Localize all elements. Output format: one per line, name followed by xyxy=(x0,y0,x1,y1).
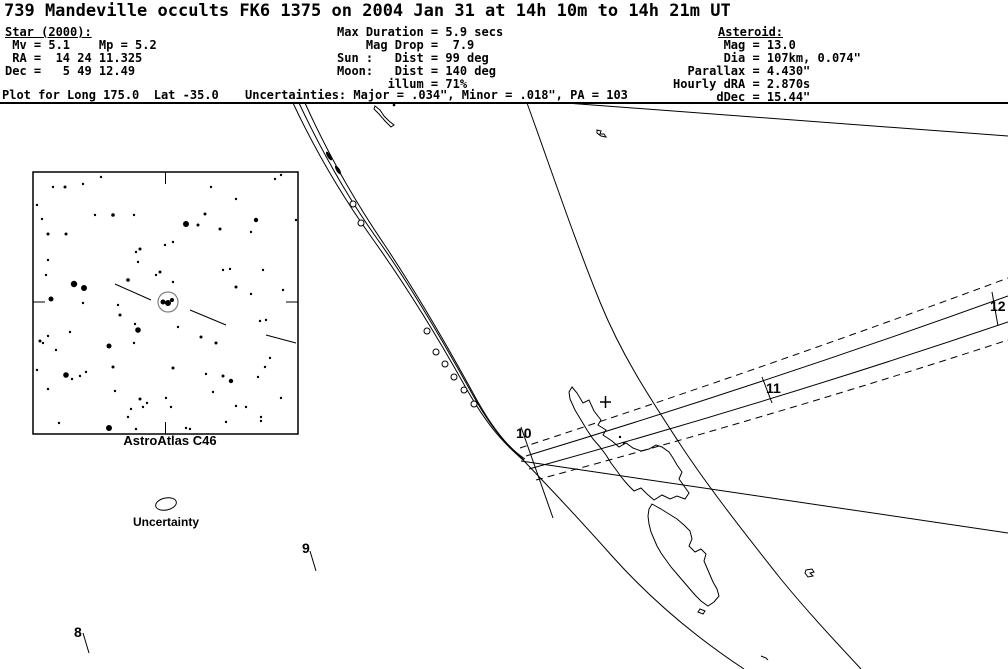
star-dot xyxy=(117,304,119,306)
time-tick-10-label: 10 xyxy=(516,425,532,441)
star-dot xyxy=(259,320,261,322)
path-limit-north-dashed xyxy=(520,278,1008,448)
star-dot xyxy=(183,221,189,227)
star-dot xyxy=(69,331,71,333)
info-line: RA = 14 24 11.325 xyxy=(5,51,143,65)
star-dot xyxy=(185,427,187,429)
info-line: Sun : Dist = 99 deg xyxy=(337,51,489,65)
star-dot xyxy=(172,281,174,283)
star-dot xyxy=(200,336,203,339)
star-dot xyxy=(94,214,96,216)
star-dot xyxy=(133,342,135,344)
target-star-dot xyxy=(161,300,166,305)
star-dot xyxy=(134,323,136,325)
info-line: Dec = 5 49 12.49 xyxy=(5,64,136,78)
star-dot xyxy=(210,186,212,188)
limb-bead-7 xyxy=(461,387,467,393)
star-dot xyxy=(262,269,264,271)
star-dot xyxy=(82,302,84,304)
star-dot xyxy=(269,357,271,359)
coastline-south-island xyxy=(648,504,719,606)
star-dot xyxy=(106,425,112,431)
plot-location-line: Plot for Long 175.0 Lat -35.0 xyxy=(2,88,219,102)
uncertainty-ellipse xyxy=(154,496,177,512)
star-dot xyxy=(229,268,231,270)
time-tick-9-label: 9 xyxy=(302,540,310,556)
star-dot xyxy=(235,286,238,289)
star-dot xyxy=(112,366,115,369)
star-dot xyxy=(235,405,237,407)
island-norfolk-dot xyxy=(393,104,396,107)
path-centre-extension-line xyxy=(521,461,1008,533)
map-limb-companion-2 xyxy=(305,103,525,459)
limb-bead-3 xyxy=(424,328,430,334)
star-dot xyxy=(250,293,252,295)
asteroid-section-heading: Asteroid: xyxy=(718,25,784,39)
limb-bead-4 xyxy=(433,349,439,355)
asteroid-path-dash xyxy=(266,335,296,343)
star-dot xyxy=(139,248,142,251)
star-dot xyxy=(39,340,42,343)
info-line: Mv = 5.1 Mp = 5.2 xyxy=(5,38,157,52)
star-dot xyxy=(85,371,87,373)
star-section-heading: Star (2000): xyxy=(5,25,92,39)
star-dot xyxy=(295,219,297,221)
island-small-south xyxy=(761,656,768,660)
time-tick-9-line xyxy=(310,551,316,571)
limb-bead-2 xyxy=(358,220,364,226)
info-line: Mag Drop = 7.9 xyxy=(337,38,475,52)
star-dot xyxy=(137,261,139,263)
star-dot xyxy=(49,297,54,302)
star-dot xyxy=(165,397,167,399)
star-dot xyxy=(225,421,227,423)
star-dot xyxy=(71,281,77,287)
page-title: 739 Mandeville occults FK6 1375 on 2004 Jan 31 at 14h 10m to 14h 21m UT xyxy=(4,1,731,21)
time-tick-8-label: 8 xyxy=(74,624,82,640)
star-dot xyxy=(170,406,172,408)
star-dot xyxy=(47,335,49,337)
star-dot xyxy=(42,342,44,344)
star-dot xyxy=(260,420,262,422)
star-dot xyxy=(172,241,174,243)
star-dot xyxy=(119,314,122,317)
star-dot xyxy=(222,375,225,378)
finder-chart-label: AstroAtlas C46 xyxy=(123,433,217,448)
info-line: illum = 71% xyxy=(337,77,468,91)
star-dot xyxy=(155,274,157,276)
time-tick-11-label: 11 xyxy=(766,380,781,396)
star-dot xyxy=(130,408,132,410)
time-tick-12-label: 12 xyxy=(990,298,1006,314)
star-dot xyxy=(212,391,214,393)
star-dot xyxy=(164,244,166,246)
star-dot xyxy=(245,406,247,408)
path-edge-north-solid xyxy=(526,296,1008,456)
limb-bead-1 xyxy=(350,201,356,207)
star-dot xyxy=(205,373,207,375)
islet-dot-1 xyxy=(619,436,621,438)
star-dot xyxy=(114,390,116,392)
star-dot xyxy=(159,271,162,274)
star-dot xyxy=(274,178,276,180)
map-top-diagonal-line xyxy=(566,103,1008,136)
coastline-stewart-island xyxy=(698,609,705,614)
star-dot xyxy=(100,176,102,178)
island-chatham xyxy=(805,569,814,577)
islet-dot-2 xyxy=(623,442,625,444)
star-dot xyxy=(222,269,224,271)
star-dot xyxy=(82,183,84,185)
star-dot xyxy=(65,233,68,236)
star-dot xyxy=(142,406,144,408)
star-dot xyxy=(135,251,137,253)
star-dot xyxy=(47,233,50,236)
star-dot xyxy=(250,231,252,233)
limb-bead-8 xyxy=(471,401,477,407)
star-dot xyxy=(204,213,207,216)
star-dot xyxy=(265,319,267,321)
star-dot xyxy=(280,397,282,399)
site-plus-marker xyxy=(600,396,611,408)
star-dot xyxy=(229,379,233,383)
star-dot xyxy=(41,218,43,220)
star-dot xyxy=(126,278,130,282)
path-limit-south-dashed xyxy=(536,340,1008,480)
star-dot xyxy=(79,375,81,377)
star-dot xyxy=(135,327,141,333)
info-line: Parallax = 4.430" xyxy=(673,64,811,78)
asteroid-path-dash xyxy=(190,310,226,325)
star-dot xyxy=(177,326,179,328)
star-dot xyxy=(139,398,142,401)
star-dot xyxy=(64,186,67,189)
info-line: dDec = 15.44" xyxy=(673,90,811,104)
info-line: Moon: Dist = 140 deg xyxy=(337,64,496,78)
star-dot xyxy=(260,416,262,418)
star-dot xyxy=(282,289,284,291)
star-dot xyxy=(47,388,49,390)
star-dot xyxy=(197,224,200,227)
star-dot xyxy=(52,186,54,188)
star-dot xyxy=(135,428,137,430)
asteroid-path-dash xyxy=(115,284,151,300)
star-dot xyxy=(257,376,259,378)
star-dot xyxy=(235,198,237,200)
island-kermadec xyxy=(597,130,606,137)
map-limb-companion-1 xyxy=(299,103,524,460)
uncertainty-label: Uncertainty xyxy=(132,515,200,529)
star-dot xyxy=(219,228,222,231)
limb-bead-5 xyxy=(442,361,448,367)
star-dot xyxy=(264,366,266,368)
star-dot xyxy=(36,369,38,371)
star-dot xyxy=(280,174,282,176)
limb-bead-6 xyxy=(451,374,457,380)
star-dot xyxy=(36,204,38,206)
info-line: Hourly dRA = 2.870s xyxy=(673,77,811,91)
star-dot xyxy=(215,342,218,345)
star-dot xyxy=(107,344,112,349)
star-dot xyxy=(47,259,49,261)
uncertainties-line: Uncertainties: Major = .034", Minor = .018", PA = 103 xyxy=(245,88,628,102)
star-dot xyxy=(127,416,129,418)
map-limb-curve xyxy=(293,103,744,669)
target-star-dot xyxy=(165,300,171,306)
info-line: Max Duration = 5.9 secs xyxy=(337,25,504,39)
target-star-dot xyxy=(170,298,174,302)
star-dot xyxy=(133,214,135,216)
star-dot xyxy=(58,422,60,424)
info-line: Mag = 13.0 xyxy=(673,38,796,52)
info-line: Dia = 107km, 0.074" xyxy=(673,51,861,65)
star-dot xyxy=(45,274,47,276)
star-dot xyxy=(254,218,258,222)
island-norfolk xyxy=(374,106,394,127)
star-dot xyxy=(111,213,115,217)
star-dot xyxy=(81,285,87,291)
star-dot xyxy=(172,367,175,370)
star-dot xyxy=(55,349,57,351)
star-dot xyxy=(71,378,73,380)
star-dot xyxy=(63,372,69,378)
time-tick-8-line xyxy=(83,633,89,653)
star-dot xyxy=(189,428,191,430)
star-dot xyxy=(146,402,148,404)
